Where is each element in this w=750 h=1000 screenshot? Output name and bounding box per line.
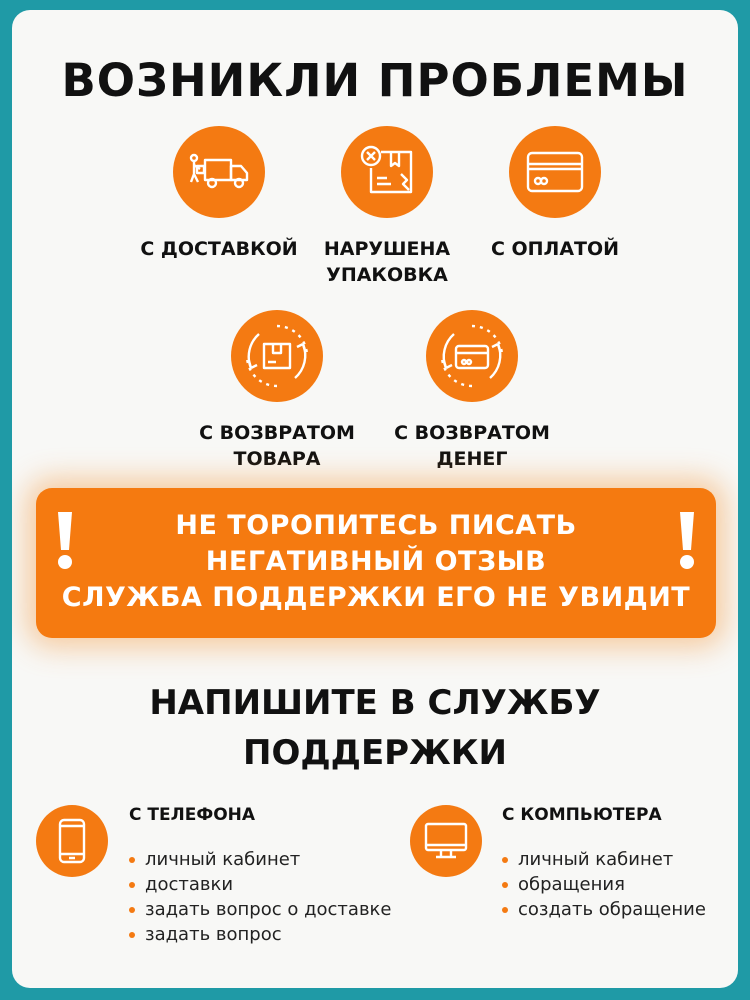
credit-card-icon [509,126,601,218]
problem-delivery-label: С ДОСТАВКОЙ [140,238,298,260]
infographic-card [12,10,738,988]
problem-payment-label: С ОПЛАТОЙ [490,238,620,260]
money-return-icon [426,310,518,402]
monitor-icon [410,805,482,877]
banner-line-1: НЕ ТОРОПИТЕСЬ ПИСАТЬ [175,510,577,541]
phone-list [129,847,392,947]
problem-payment [455,126,655,262]
problem-packaging-label: НАРУШЕНА УПАКОВКА [323,238,451,286]
damaged-package-icon [341,126,433,218]
phone-heading: С ТЕЛЕФОНА [129,805,256,825]
problem-money-return [372,310,572,472]
problem-money-return-label: С ВОЗВРАТОМ ДЕНЕГ [394,422,550,470]
problem-product-return-label: С ВОЗВРАТОМ ТОВАРА [199,422,355,470]
smartphone-icon [36,805,108,877]
list-item: доставки [129,872,392,897]
banner-line-3: СЛУЖБА ПОДДЕРЖКИ ЕГО НЕ УВИДИТ [61,582,691,613]
list-item: задать вопрос о доставке [129,897,392,922]
warning-banner [36,488,716,638]
delivery-truck-icon [173,126,265,218]
list-item: обращения [502,872,706,897]
list-item: личный кабинет [129,847,392,872]
support-heading: НАПИШИТЕ В СЛУЖБУ ПОДДЕРЖКИ [149,683,601,773]
banner-line-2: НЕГАТИВНЫЙ ОТЗЫВ [205,546,547,577]
package-return-icon [231,310,323,402]
list-item: личный кабинет [502,847,706,872]
computer-list [502,847,706,922]
list-item: создать обращение [502,897,706,922]
list-item: задать вопрос [129,922,392,947]
computer-heading: С КОМПЬЮТЕРА [502,805,662,825]
problem-product-return [177,310,377,472]
page-title: ВОЗНИКЛИ ПРОБЛЕМЫ [61,54,689,107]
